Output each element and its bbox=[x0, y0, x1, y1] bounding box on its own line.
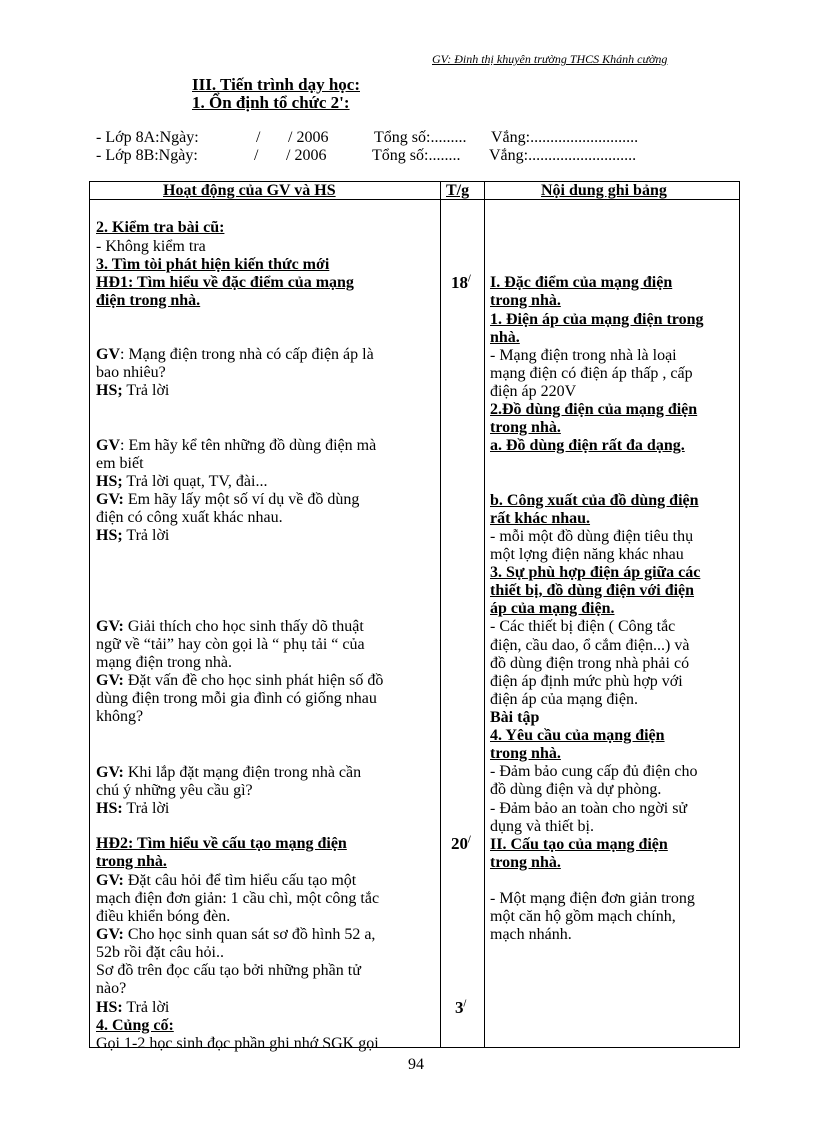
text-line: b. Công xuất của đồ dùng điện bbox=[490, 492, 699, 509]
text-line: a. Đồ dùng điện rất đa dạng. bbox=[490, 437, 685, 454]
text-line: - Không kiểm tra bbox=[96, 238, 206, 255]
table-divider bbox=[484, 181, 485, 1048]
attendance-total: Tổng số:......... bbox=[374, 129, 467, 146]
text-line: HS; Trả lời quạt, TV, đài... bbox=[96, 473, 268, 490]
text-line: trong nhà. bbox=[490, 854, 561, 871]
section-subtitle: 1. Ổn định tổ chức 2': bbox=[192, 93, 350, 112]
text-line: trong nhà. bbox=[96, 853, 167, 870]
text-line: 52b rồi đặt câu hỏi.. bbox=[96, 944, 224, 961]
text-line: dụng và thiết bị. bbox=[490, 818, 594, 835]
table-divider bbox=[440, 181, 441, 1048]
text-line: trong nhà. bbox=[490, 292, 561, 309]
text-line: mạng điện trong nhà. bbox=[96, 654, 232, 671]
text-line: một căn hộ gồm mạch chính, bbox=[490, 908, 676, 925]
text-line: 2. Kiểm tra bài cũ: bbox=[96, 219, 225, 236]
text-line: HS: Trả lời bbox=[96, 800, 170, 817]
text-line: HĐ2: Tìm hiểu về cấu tạo mạng điện bbox=[96, 835, 347, 852]
text-line: điện áp 220V bbox=[490, 383, 577, 400]
text-line: - Một mạng điện đơn giản trong bbox=[490, 890, 695, 907]
text-line: điều khiển bóng đèn. bbox=[96, 908, 231, 925]
text-line: 2.Đồ dùng điện của mạng điện bbox=[490, 401, 698, 418]
text-line: 3. Sự phù hợp điện áp giữa các bbox=[490, 564, 701, 581]
text-line: dùng điện trong mỗi gia đình có giống nhau bbox=[96, 690, 377, 707]
text-line: GV: Em hãy lấy một số ví dụ về đồ dùng bbox=[96, 491, 360, 508]
table-header-divider bbox=[89, 199, 740, 200]
time-cell: 18/ bbox=[451, 273, 471, 292]
text-line: HS: Trả lời bbox=[96, 999, 170, 1016]
section-title: III. Tiến trình dạy học: bbox=[192, 75, 360, 94]
attendance-row-8a bbox=[96, 129, 696, 147]
text-line: - Các thiết bị điện ( Công tắc bbox=[490, 618, 676, 635]
text-line: một lợng điện năng khác nhau bbox=[490, 546, 684, 563]
time-cell: 3/ bbox=[455, 998, 467, 1017]
text-line: Bài tập bbox=[490, 709, 540, 726]
text-line: mạch điện đơn giản: 1 cầu chì, một công tắc bbox=[96, 890, 380, 907]
text-line: Sơ đồ trên đọc cấu tạo bởi những phần tử bbox=[96, 962, 361, 979]
header-content: Nội dung ghi bảng bbox=[541, 182, 667, 199]
text-line: - Mạng điện trong nhà là loại bbox=[490, 347, 677, 364]
text-line: HĐ1: Tìm hiểu về đặc điểm của mạng bbox=[96, 274, 354, 291]
attendance-class: - Lớp 8B:Ngày: bbox=[96, 147, 198, 164]
header-time: T/g bbox=[446, 182, 470, 199]
text-line: 4. Yêu cầu của mạng điện bbox=[490, 727, 665, 744]
text-line: điện trong nhà. bbox=[96, 292, 201, 309]
text-line: trong nhà. bbox=[490, 419, 561, 436]
text-line: điện áp định mức phù hợp với bbox=[490, 673, 683, 690]
attendance-date: / 2006 bbox=[288, 129, 329, 146]
text-line: 3. Tìm tòi phát hiện kiến thức mới bbox=[96, 256, 330, 273]
text-line: 4. Củng cố: bbox=[96, 1017, 174, 1034]
text-line: điện, cầu dao, ổ cắm điện...) và bbox=[490, 637, 690, 654]
text-line: GV: Em hãy kể tên những đồ dùng điện mà bbox=[96, 437, 377, 454]
text-line: ngữ về “tải” hay còn gọi là “ phụ tải “ của bbox=[96, 636, 365, 653]
page-number: 94 bbox=[408, 1056, 424, 1073]
teacher-header-note: GV: Đinh thị khuyên trường THCS Khánh cường bbox=[432, 52, 668, 66]
attendance-date-slash: / bbox=[256, 129, 261, 146]
text-line: II. Cấu tạo của mạng điện bbox=[490, 836, 668, 853]
attendance-date: / 2006 bbox=[286, 147, 327, 164]
text-line: mạng điện có điện áp thấp , cấp bbox=[490, 365, 693, 382]
text-line: nào? bbox=[96, 980, 127, 997]
text-line: GV: Khi lắp đặt mạng điện trong nhà cần bbox=[96, 764, 362, 781]
attendance-date-slash: / bbox=[254, 147, 259, 164]
text-line: bao nhiêu? bbox=[96, 364, 166, 381]
text-line: - Đảm bảo an toàn cho ngời sử bbox=[490, 800, 688, 817]
attendance-class: - Lớp 8A:Ngày: bbox=[96, 129, 199, 146]
text-line: GV: Đặt câu hỏi để tìm hiểu cấu tạo một bbox=[96, 872, 357, 889]
text-line: trong nhà. bbox=[490, 745, 561, 762]
text-line: chú ý những yêu cầu gì? bbox=[96, 782, 253, 799]
text-line: HS; Trả lời bbox=[96, 382, 170, 399]
text-line: đồ dùng điện trong nhà phải có bbox=[490, 655, 690, 672]
attendance-absent: Vắng:........................... bbox=[491, 129, 639, 146]
text-line: - mỗi một đồ dùng điện tiêu thụ bbox=[490, 528, 694, 545]
text-line: I. Đặc điểm của mạng điện bbox=[490, 274, 673, 291]
text-line: em biết bbox=[96, 455, 144, 472]
time-cell: 20/ bbox=[451, 834, 471, 853]
text-line: đồ dùng điện và dự phòng. bbox=[490, 781, 662, 798]
text-line: 1. Điện áp của mạng điện trong bbox=[490, 311, 704, 328]
attendance-absent: Vắng:........................... bbox=[489, 147, 637, 164]
text-line: không? bbox=[96, 708, 144, 725]
text-line: mạch nhánh. bbox=[490, 926, 572, 943]
text-line: GV: Mạng điện trong nhà có cấp điện áp là bbox=[96, 346, 374, 363]
text-line: áp của mạng điện. bbox=[490, 600, 615, 617]
attendance-total: Tổng số:........ bbox=[372, 147, 461, 164]
text-line: điện áp của mạng điện. bbox=[490, 691, 638, 708]
text-line: GV: Cho học sinh quan sát sơ đồ hình 52 a, bbox=[96, 926, 376, 943]
header-activity: Hoạt động của GV và HS bbox=[163, 182, 336, 199]
text-line: điện có công xuất khác nhau. bbox=[96, 509, 283, 526]
text-line: - Đảm bảo cung cấp đủ điện cho bbox=[490, 763, 698, 780]
text-line: nhà. bbox=[490, 329, 520, 346]
text-line: GV: Đặt vấn đề cho học sinh phát hiện số đồ bbox=[96, 672, 384, 689]
text-line: GV: Giải thích cho học sinh thấy dõ thuật bbox=[96, 618, 364, 635]
text-line: Gọi 1-2 học sinh đọc phần ghi nhớ SGK gọi bbox=[96, 1035, 379, 1052]
attendance-row-8b bbox=[96, 147, 696, 165]
text-line: rất khác nhau. bbox=[490, 510, 591, 527]
text-line: thiết bị, đồ dùng điện với điện bbox=[490, 582, 695, 599]
text-line: HS; Trả lời bbox=[96, 527, 170, 544]
